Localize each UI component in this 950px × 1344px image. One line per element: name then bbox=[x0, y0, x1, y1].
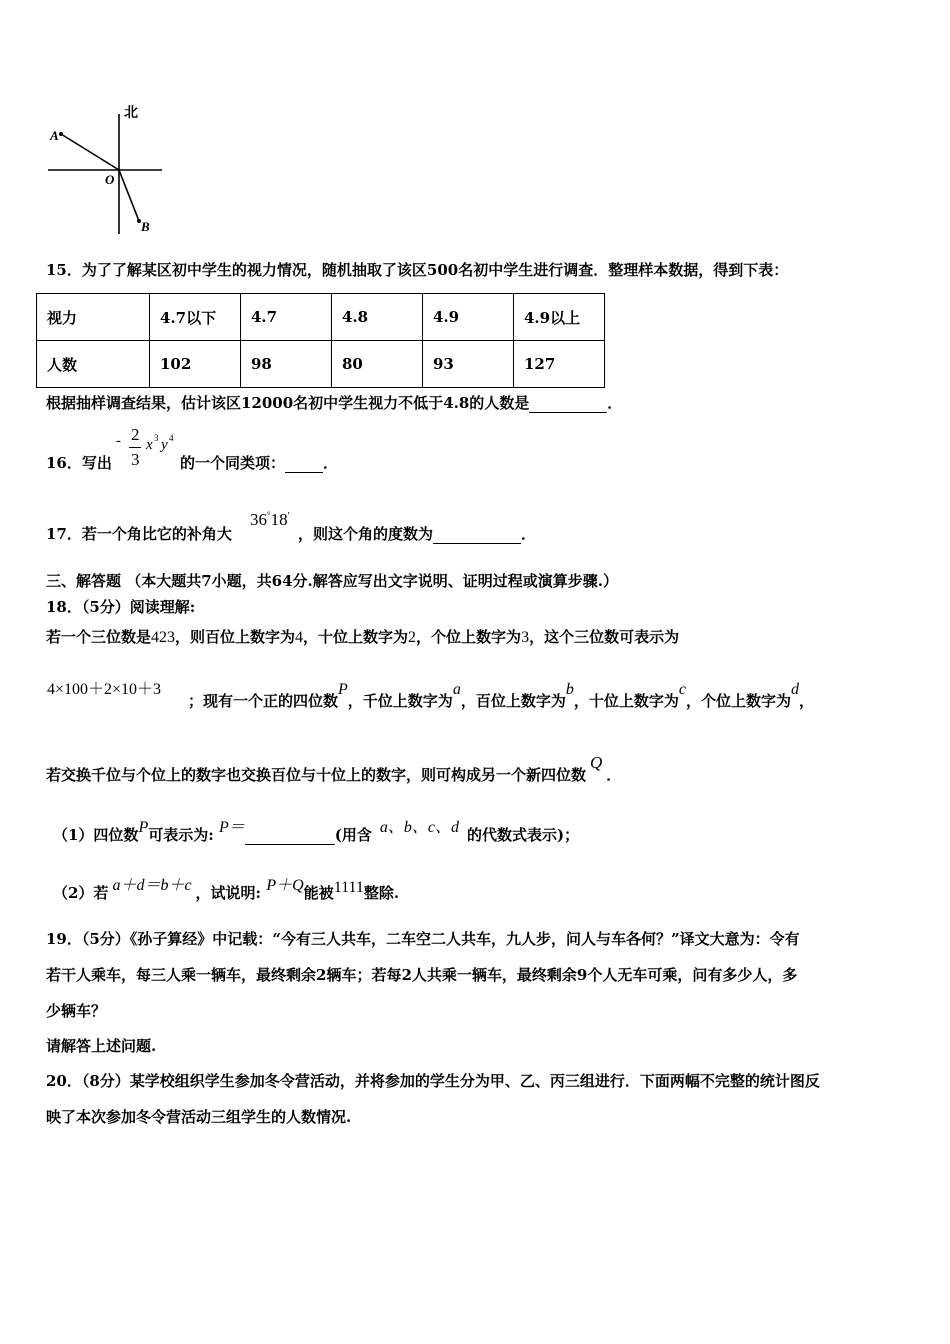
ray-ob bbox=[119, 170, 139, 221]
north-label: 北 bbox=[124, 105, 138, 121]
text: ，这个三位数可表示为 bbox=[529, 628, 680, 646]
text: ，则百位上数字为 bbox=[175, 628, 296, 646]
q18-expr: 4×100＋2×10＋3 bbox=[47, 681, 162, 698]
text: ，百位上数字为 bbox=[460, 692, 566, 710]
point-b-label: B bbox=[141, 219, 150, 234]
table-cell: 98 bbox=[241, 341, 332, 388]
table-cell: 视力 bbox=[37, 294, 150, 341]
text: ． bbox=[606, 766, 622, 784]
math-num: 423 bbox=[151, 629, 176, 646]
q20-line1: 20．（8分）某学校组织学生参加冬令营活动，并将参加的学生分为甲、乙、丙三组进行．下面两幅不完整的统计图反 bbox=[46, 1072, 820, 1090]
math-digit: 4 bbox=[295, 629, 304, 646]
text: ，十位上数字为 bbox=[303, 628, 409, 646]
text: ；现有一个正的四位数 bbox=[188, 692, 339, 710]
q16-prefix: 16．写出 bbox=[46, 454, 112, 472]
q16-end: ． bbox=[323, 454, 339, 472]
q16-var-x: x bbox=[146, 437, 153, 453]
text: 能被 bbox=[303, 884, 334, 902]
q18-line3 bbox=[46, 753, 622, 785]
math-p-eq: P＝ bbox=[219, 819, 245, 836]
math-number: 1111 bbox=[333, 879, 364, 896]
q16-exp-x: 3 bbox=[154, 433, 159, 443]
q15-after-text: 根据抽样调查结果，估计该区12000名初中学生视力不低于4.8的人数是 bbox=[46, 394, 530, 412]
math-var-p: P bbox=[338, 681, 348, 698]
math-var-p: P bbox=[138, 819, 149, 836]
answer-blank[interactable] bbox=[245, 826, 335, 845]
q17-prefix: 17．若一个角比它的补角大 bbox=[46, 525, 232, 543]
text: (用含 bbox=[334, 826, 372, 844]
q17-end: ． bbox=[521, 525, 537, 543]
text: 若一个三位数是 bbox=[46, 628, 152, 646]
q17-angle-min: 18 bbox=[270, 510, 288, 529]
text: ，个位上数字为 bbox=[685, 692, 791, 710]
text: 可表示为: bbox=[148, 826, 214, 844]
q16-denominator: 3 bbox=[131, 450, 140, 469]
math-var-d: d bbox=[790, 681, 799, 698]
math-vars: a、b、c、d bbox=[379, 819, 460, 836]
q16-suffix-line bbox=[180, 452, 338, 473]
table-cell: 4.9以上 bbox=[514, 294, 605, 341]
point-a-label: A bbox=[50, 128, 59, 143]
math-condition: a＋d＝b＋c bbox=[112, 877, 192, 894]
vision-table bbox=[36, 293, 605, 388]
text: ，十位上数字为 bbox=[573, 692, 679, 710]
table-row bbox=[37, 341, 605, 388]
q16-suffix: 的一个同类项： bbox=[180, 454, 286, 472]
q16-minus: - bbox=[116, 433, 121, 449]
text: （1）四位数 bbox=[53, 826, 139, 844]
q19-line3: 少辆车？ bbox=[46, 1002, 107, 1020]
math-var-c: c bbox=[678, 681, 686, 698]
text: 的代数式表示)； bbox=[467, 826, 580, 844]
answer-blank[interactable] bbox=[529, 394, 607, 413]
math-sum: P＋Q bbox=[266, 877, 304, 894]
answer-blank[interactable] bbox=[285, 454, 323, 473]
math-var-a: a bbox=[452, 681, 461, 698]
section-title: 三、解答题 （本大题共7小题，共64分.解答应写出文字说明、证明过程或演算步骤.） bbox=[46, 572, 618, 590]
q17-degree-mark: ° bbox=[267, 510, 271, 520]
q19-line2: 若干人乘车，每三人乘一辆车，最终剩余2辆车；若每2人共乘一辆车，最终剩余9个人无车可乘，问有多少人，多 bbox=[46, 966, 798, 984]
q19-line4: 请解答上述问题. bbox=[46, 1037, 157, 1055]
table-cell: 4.7以下 bbox=[150, 294, 241, 341]
math-digit: 3 bbox=[521, 629, 530, 646]
text: ，千位上数字为 bbox=[347, 692, 453, 710]
fraction-bar bbox=[129, 447, 141, 448]
q20-line2: 映了本次参加冬令营活动三组学生的人数情况. bbox=[46, 1108, 352, 1126]
math-var-q: Q bbox=[590, 753, 603, 772]
q16-numerator: 2 bbox=[131, 425, 140, 444]
q15-text: 15．为了了解某区初中学生的视力情况，随机抽取了该区500名初中学生进行调查．整理样本数据，得到下表： bbox=[46, 261, 789, 279]
table-cell: 4.8 bbox=[332, 294, 423, 341]
math-digit: 2 bbox=[408, 629, 417, 646]
text: ，试说明: bbox=[195, 884, 262, 902]
table-cell: 4.7 bbox=[241, 294, 332, 341]
table-cell: 102 bbox=[150, 341, 241, 388]
q17-minute-mark: ′ bbox=[287, 510, 291, 522]
q18-line2 bbox=[188, 681, 814, 711]
text: ，个位上数字为 bbox=[416, 628, 522, 646]
q18-title: 18．（5分）阅读理解: bbox=[46, 598, 196, 616]
text: 整除. bbox=[363, 884, 400, 902]
math-var-b: b bbox=[565, 681, 574, 698]
q19-line1: 19．（5分）《孙子算经》中记载：“今有三人共车，二车空二人共车，九人步，问人与车各何？”译文大意为：令有 bbox=[46, 930, 800, 948]
text: （2）若 bbox=[53, 884, 109, 902]
ray-oa bbox=[61, 134, 119, 170]
q17-angle-deg: 36 bbox=[250, 510, 267, 529]
q17-suffix: ，则这个角的度数为 bbox=[298, 525, 434, 543]
table-cell: 93 bbox=[423, 341, 514, 388]
table-cell: 80 bbox=[332, 341, 423, 388]
table-cell: 4.9 bbox=[423, 294, 514, 341]
text: ， bbox=[798, 692, 814, 710]
direction-figure bbox=[40, 100, 180, 240]
q18-line1 bbox=[46, 626, 679, 647]
q16-var-y: y bbox=[161, 437, 168, 453]
table-cell: 人数 bbox=[37, 341, 150, 388]
q15-after bbox=[46, 392, 622, 413]
answer-blank[interactable] bbox=[433, 525, 521, 544]
point-o-label: O bbox=[105, 172, 115, 187]
q17-angle bbox=[250, 510, 290, 530]
q16-exp-y: 4 bbox=[169, 433, 174, 443]
table-row bbox=[37, 294, 605, 341]
q17-suffix-line bbox=[298, 523, 536, 544]
text: 若交换千位与个位上的数字也交换百位与十位上的数字，则可构成另一个新四位数 bbox=[46, 766, 587, 784]
q18-sub2 bbox=[53, 877, 400, 903]
q18-sub1 bbox=[53, 819, 580, 845]
point-a-dot bbox=[59, 132, 63, 136]
q15-end: ． bbox=[607, 394, 623, 412]
table-cell: 127 bbox=[514, 341, 605, 388]
